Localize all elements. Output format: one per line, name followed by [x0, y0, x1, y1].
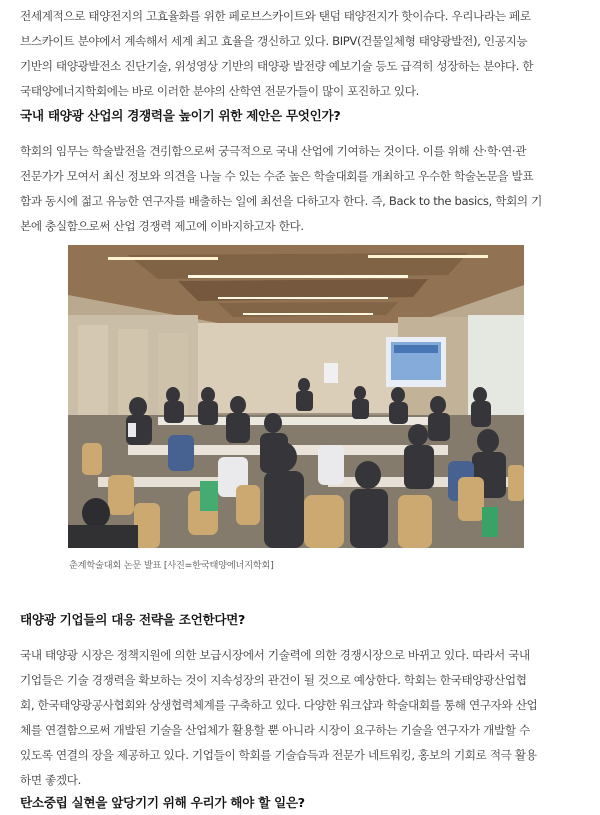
answer-paragraph-competitiveness: 학회의 임무는 학술발전을 견引함으로써 궁극적으로 국내 산업에 기여하는 것이다. 이를 위해 산·학·연·관 전문가가 모여서 최신 정보와 의견을 나눌 수 있는 수준 높은 학술대회를 개최하고 우수한 학술논문을 발표 함과 동시에 젊고 유능한 연구자를 배출하는 일에 최선을 다하고자 한다. 즉, Back to the basics, 학회의 기 본에 충실함으로써 산업 경쟁력 제고에 이바지하고자 한다. — [20, 144, 542, 233]
intro-paragraph: 전세계적으로 태양전지의 고효율화를 위한 페로브스카이트와 탠덤 태양전지가 핫이슈다. 우리나라는 페로 브스카이트 분야에서 계속해서 세계 최고 효율을 갱신하고 있다. BIPV(건물일체형 태양광발전), 인공지능 기반의 태양광발전소 진단기술, 위성영상 기반의 태양광 발전량 예보기술 등도 급격히 성장하는 분야다. 한 국태양에너지학회에는 바로 이러한 분야의 산학연 전문가들이 많이 포진하고 있다. — [20, 9, 534, 98]
answer-paragraph-strategy: 국내 태양광 시장은 정책지원에 의한 보급시장에서 기술력에 의한 경쟁시장으로 바뀌고 있다. 따라서 국내 기업들은 기술 경쟁력을 확보하는 것이 지속성장의 관건이 될 것으로 예상한다. 학회는 한국태양광산업협 회, 한국태양광공사협회와 상생협력체계를 구축하고 있다. 다양한 워크샵과 학술대회를 통해 연구자와 산업 체를 연결함으로써 개발된 기술을 산업체가 활용할 뿐 아니라 시장이 요구하는 기술을 연구자가 개발할 수 있도록 연결의 장을 제공하고 있다. 기업들이 학회를 기술습득과 전문가 네트워킹, 홍보의 기회로 적극 활용 하면 좋겠다. — [20, 648, 538, 787]
photo-caption: 춘계학술대회 논문 발표 [사진=한국태양에너지학회] — [69, 560, 274, 571]
question-heading-strategy: 태양광 기업들의 대응 전략을 조언한다면? — [20, 612, 246, 627]
question-heading-competitiveness: 국내 태양광 산업의 경쟁력을 높이기 위한 제안은 무엇인가? — [20, 108, 341, 123]
conference-photo — [68, 245, 524, 548]
conference-hall-illustration — [68, 245, 524, 548]
question-heading-carbon-neutral: 탄소중립 실현을 앞당기기 위해 우리가 해야 할 일은? — [20, 795, 305, 810]
